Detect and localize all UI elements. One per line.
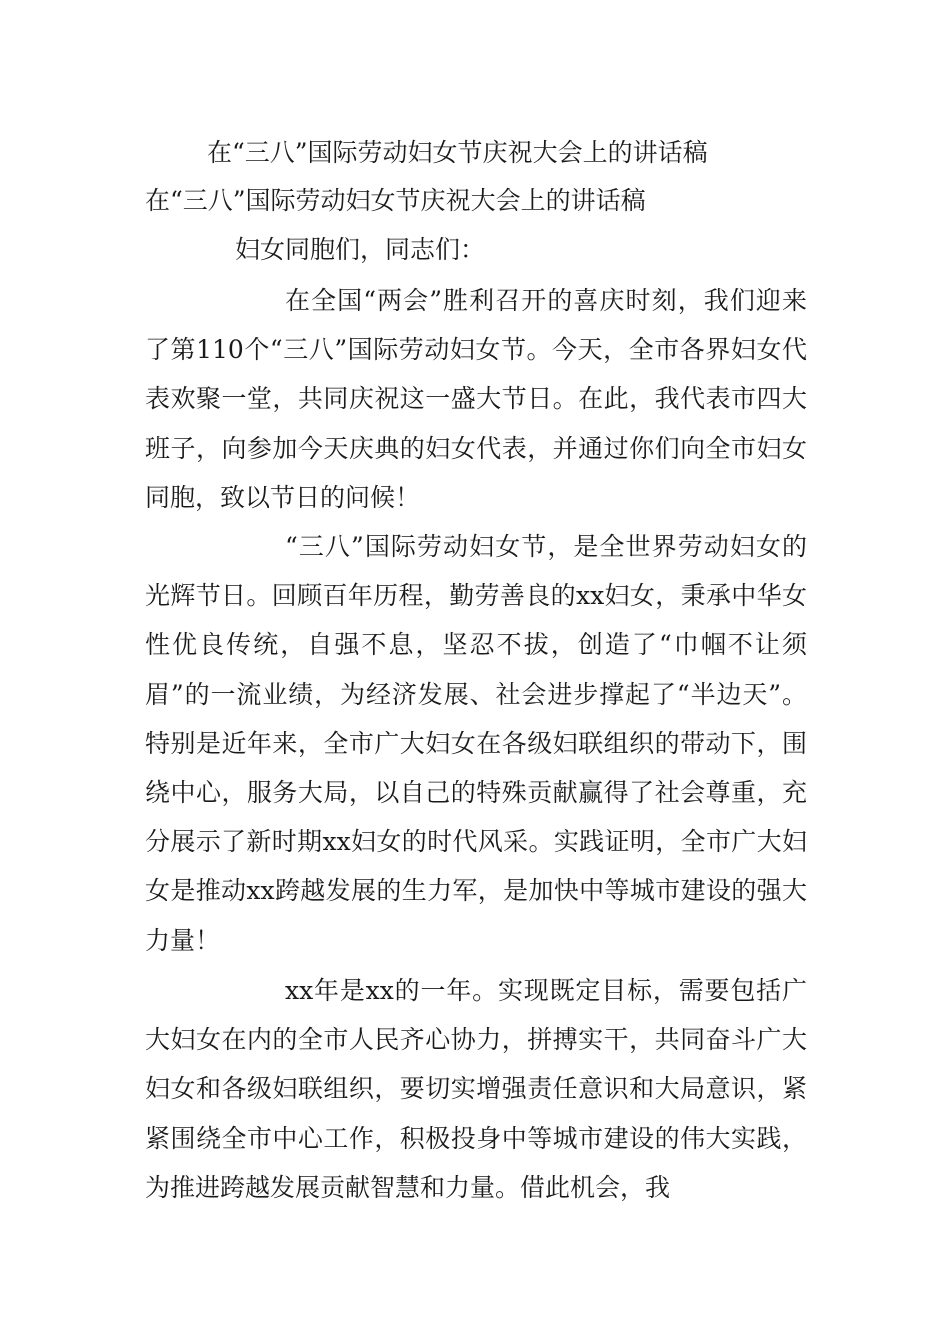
- paragraph-2: “三八”国际劳动妇女节，是全世界劳动妇女的光辉节日。回顾百年历程，勤劳善良的xx妇女，秉承中华女性优良传统，自强不息，坚忍不拔，创造了“巾帼不让须眉”的一流业绩，为经济发展、社会进步撑起了“半边天”。特别是近年来，全市广大妇女在各级妇联组织的带动下，围绕中心，服务大局，以自己的特殊贡献赢得了社会尊重，充分展示了新时期xx妇女的时代风采。实践证明，全市广大妇女是推动xx跨越发展的生力军，是加快中等城市建设的强大力量！: [145, 532, 807, 955]
- paragraph-1: 在全国“两会”胜利召开的喜庆时刻，我们迎来了第110个“三八”国际劳动妇女节。今天，全市各界妇女代表欢聚一堂，共同庆祝这一盛大节日。在此，我代表市四大班子，向参加今天庆典的妇女代表，并通过你们向全市妇女同胞，致以节日的问候！: [145, 286, 807, 512]
- salutation: 妇女同胞们，同志们：: [235, 235, 486, 264]
- document-title: 在“三八”国际劳动妇女节庆祝大会上的讲话稿: [207, 138, 708, 167]
- document-subtitle: 在“三八”国际劳动妇女节庆祝大会上的讲话稿: [145, 186, 646, 215]
- paragraph-3: xx年是xx的一年。实现既定目标，需要包括广大妇女在内的全市人民齐心协力，拼搏实干，共同奋斗广大妇女和各级妇联组织，要切实增强责任意识和大局意识，紧紧围绕全市中心工作，积极投身中等城市建设的伟大实践，为推进跨越发展贡献智慧和力量。借此机会，我: [145, 976, 807, 1202]
